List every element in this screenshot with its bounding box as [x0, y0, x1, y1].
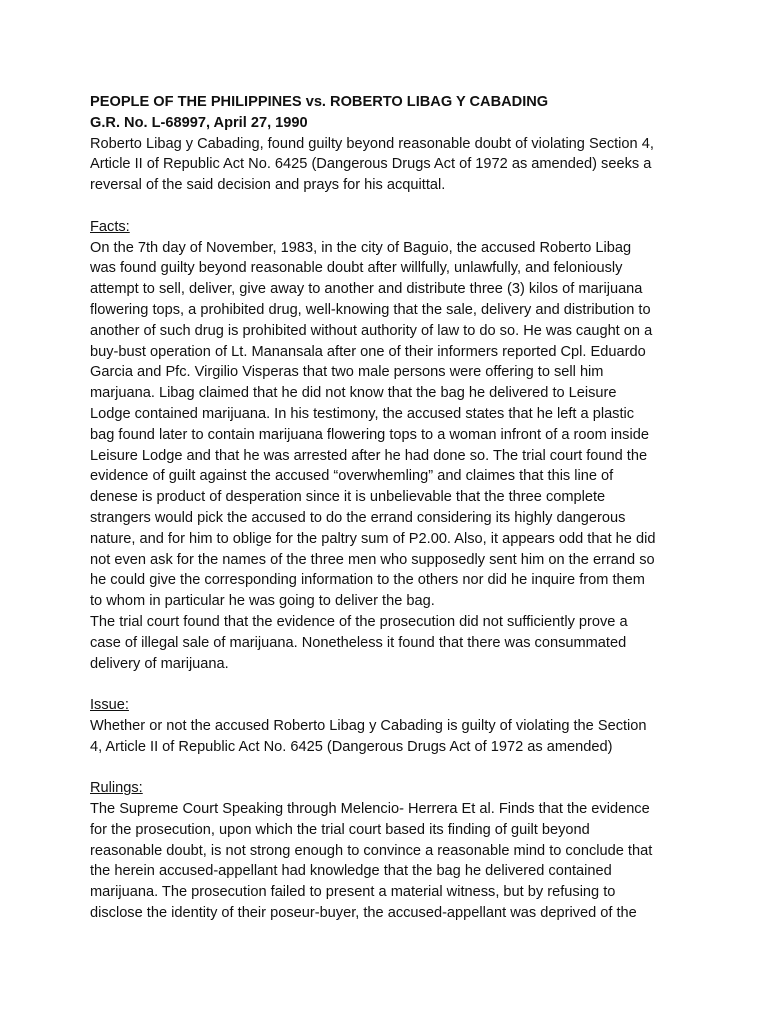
rulings-line: reasonable doubt, is not strong enough to convince a reasonable mind to conclude that	[90, 842, 653, 859]
issue-heading: Issue:	[90, 697, 129, 714]
facts-line: to whom in particular he was going to deliver the bag.	[90, 593, 435, 610]
intro-paragraph	[90, 134, 690, 196]
facts-line: Leisure Lodge and that he was arrested after he had done so. The trial court found the	[90, 447, 648, 464]
rulings-line: marijuana. The prosecution failed to present a material witness, but by refusing to	[90, 884, 616, 901]
issue-line: Whether or not the accused Roberto Libag y Cabading is guilty of violating the Section	[90, 717, 647, 734]
facts-line: delivery of marijuana.	[90, 655, 229, 672]
rulings-line: disclose the identity of their poseur-buyer, the accused-appellant was deprived of the	[90, 905, 637, 922]
rulings-line: for the prosecution, upon which the trial court based its finding of guilt beyond	[90, 821, 590, 838]
rulings-line: The Supreme Court Speaking through Melencio- Herrera Et al. Finds that the evidence	[90, 801, 650, 818]
facts-line: not even ask for the names of the three men who supposedly sent him on the errand so	[90, 551, 655, 568]
spacer	[90, 196, 690, 217]
facts-line: he could give the corresponding information to the others nor did he inquire from them	[90, 572, 645, 589]
facts-line: attempt to sell, deliver, give away to another and distribute three (3) kilos of marijuana	[90, 281, 643, 298]
facts-line: strangers would pick the accused to do the errand considering its highly dangerous	[90, 509, 626, 526]
case-citation: G.R. No. L-68997, April 27, 1990	[90, 114, 308, 131]
intro-line: Article II of Republic Act No. 6425 (Dangerous Drugs Act of 1972 as amended) seeks a	[90, 156, 652, 173]
facts-line: was found guilty beyond reasonable doubt after willfully, unlawfully, and feloniously	[90, 260, 623, 277]
facts-line: On the 7th day of November, 1983, in the city of Baguio, the accused Roberto Libag	[90, 239, 632, 256]
spacer	[90, 674, 690, 695]
facts-heading: Facts:	[90, 218, 130, 235]
intro-line: Roberto Libag y Cabading, found guilty beyond reasonable doubt of violating Section 4,	[90, 135, 654, 152]
facts-line: nature, and for him to oblige for the paltry sum of P2.00. Also, it appears odd that he did	[90, 530, 656, 547]
facts-line: another of such drug is prohibited without authority of law to do so. He was caught on a	[90, 322, 653, 339]
case-title: PEOPLE OF THE PHILIPPINES vs. ROBERTO LIBAG Y CABADING	[90, 94, 549, 110]
facts-line: denese is product of desperation since it is unbelievable that the three complete	[90, 489, 606, 506]
spacer	[90, 758, 690, 779]
facts-line: buy-bust operation of Lt. Manansala after one of their informers reported Cpl. Eduardo	[90, 343, 646, 360]
facts-line: Garcia and Pfc. Virgilio Visperas that two male persons were offering to sell him	[90, 364, 604, 381]
issue-line: 4, Article II of Republic Act No. 6425 (Dangerous Drugs Act of 1972 as amended)	[90, 738, 613, 755]
facts-line: bag found later to contain marijuana flowering tops to a woman infront of a room inside	[90, 426, 649, 443]
rulings-section	[90, 778, 690, 924]
facts-line: flowering tops, a prohibited drug, well-knowing that the sale, delivery and distribution to	[90, 301, 651, 318]
issue-section	[90, 695, 690, 757]
document-page	[90, 92, 690, 924]
facts-line: case of illegal sale of marijuana. Nonetheless it found that there was consummated	[90, 634, 627, 651]
intro-line: reversal of the said decision and prays for his acquittal.	[90, 177, 446, 194]
facts-section	[90, 217, 690, 675]
facts-line: Lodge contained marijuana. In his testimony, the accused states that he left a plastic	[90, 405, 635, 422]
rulings-heading: Rulings:	[90, 780, 143, 797]
facts-line: marjuana. Libag claimed that he did not know that the bag he delivered to Leisure	[90, 385, 617, 402]
rulings-line: the herein accused-appellant had knowledge that the bag he delivered contained	[90, 863, 612, 880]
facts-line: evidence of guilt against the accused “overwhemling” and claimes that this line of	[90, 468, 614, 485]
facts-line: The trial court found that the evidence of the prosecution did not sufficiently prove a	[90, 613, 628, 630]
